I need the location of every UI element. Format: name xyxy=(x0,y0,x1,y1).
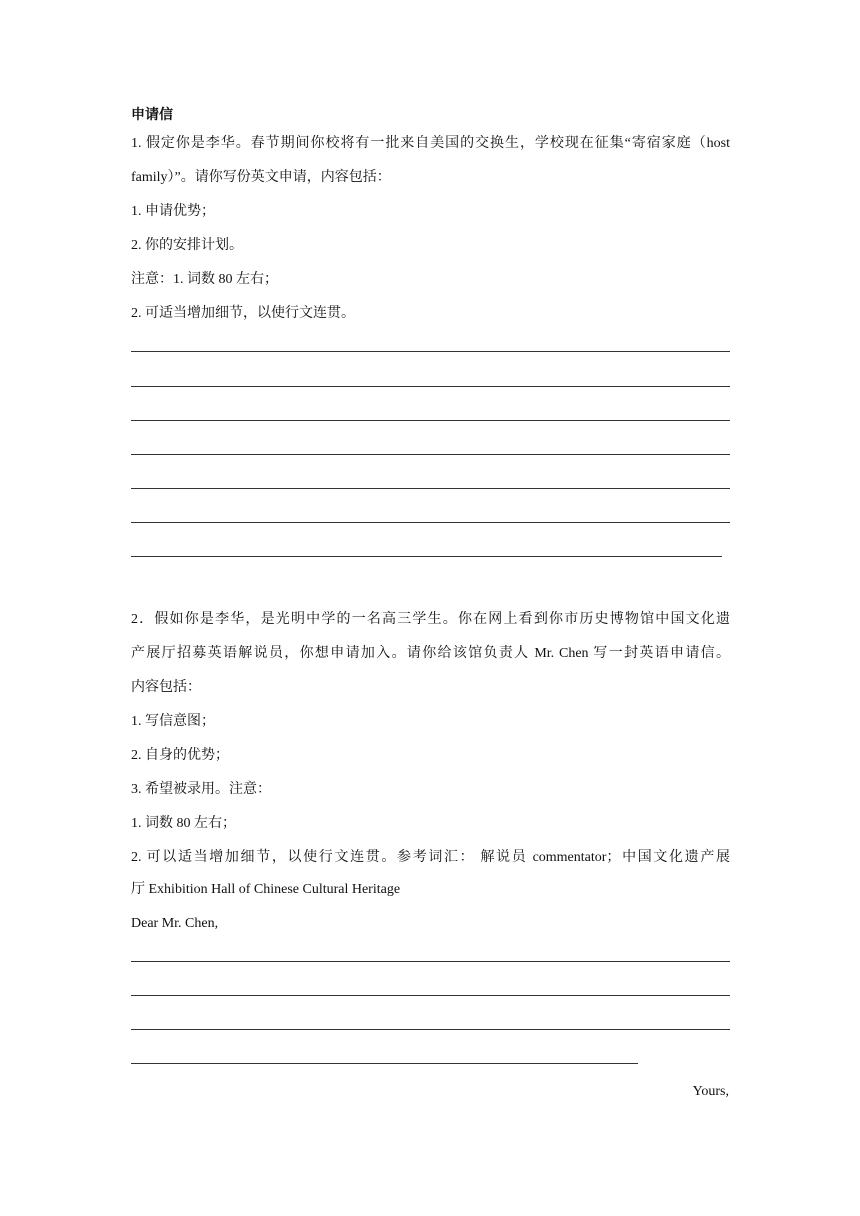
salutation: Dear Mr. Chen, xyxy=(131,916,219,931)
q2-item-2: 2. 自身的优势； xyxy=(131,748,229,763)
q1-prompt-line-2: family）”。请你写份英文申请，内容包括： xyxy=(131,170,391,185)
closing: Yours, xyxy=(692,1084,729,1099)
q1-answer-line[interactable] xyxy=(131,488,730,489)
q2-answer-line[interactable] xyxy=(131,995,730,996)
q2-answer-line[interactable] xyxy=(131,1029,730,1030)
q1-note-2: 2. 可适当增加细节，以使行文连贯。 xyxy=(131,306,355,321)
q1-answer-line[interactable] xyxy=(131,522,730,523)
q2-note-1: 1. 词数 80 左右； xyxy=(131,816,236,831)
q2-note-3: 厅 Exhibition Hall of Chinese Cultural Heritage xyxy=(131,882,401,897)
q1-answer-line[interactable] xyxy=(131,386,730,387)
q1-answer-line[interactable] xyxy=(131,351,730,352)
q1-answer-line[interactable] xyxy=(131,420,730,421)
q2-answer-line[interactable] xyxy=(131,1063,638,1064)
q2-note-2: 2. 可以适当增加细节，以使行文连贯。参考词汇： 解说员 commentator；中国文化遗产展 xyxy=(131,850,730,865)
q2-prompt-line-3: 内容包括： xyxy=(131,680,201,695)
q2-prompt-line-1: 2．假如你是李华，是光明中学的一名高三学生。你在网上看到你市历史博物馆中国文化遗 xyxy=(131,612,730,627)
q1-answer-line[interactable] xyxy=(131,454,730,455)
q2-item-3: 3. 希望被录用。注意： xyxy=(131,782,271,797)
q2-prompt-line-2: 产展厅招募英语解说员，你想申请加入。请你给该馆负责人 Mr. Chen 写一封英语申请信。 xyxy=(131,646,730,661)
q1-item-2: 2. 你的安排计划。 xyxy=(131,238,243,253)
q1-item-1: 1. 申请优势； xyxy=(131,204,215,219)
section-title: 申请信 xyxy=(131,107,173,123)
q1-answer-line[interactable] xyxy=(131,556,722,557)
q2-item-1: 1. 写信意图； xyxy=(131,714,215,729)
q1-prompt-line-1: 1. 假定你是李华。春节期间你校将有一批来自美国的交换生，学校现在征集“寄宿家庭（host xyxy=(131,136,730,151)
q1-note-1: 注意：1. 词数 80 左右； xyxy=(131,272,278,287)
q2-answer-line[interactable] xyxy=(131,961,730,962)
